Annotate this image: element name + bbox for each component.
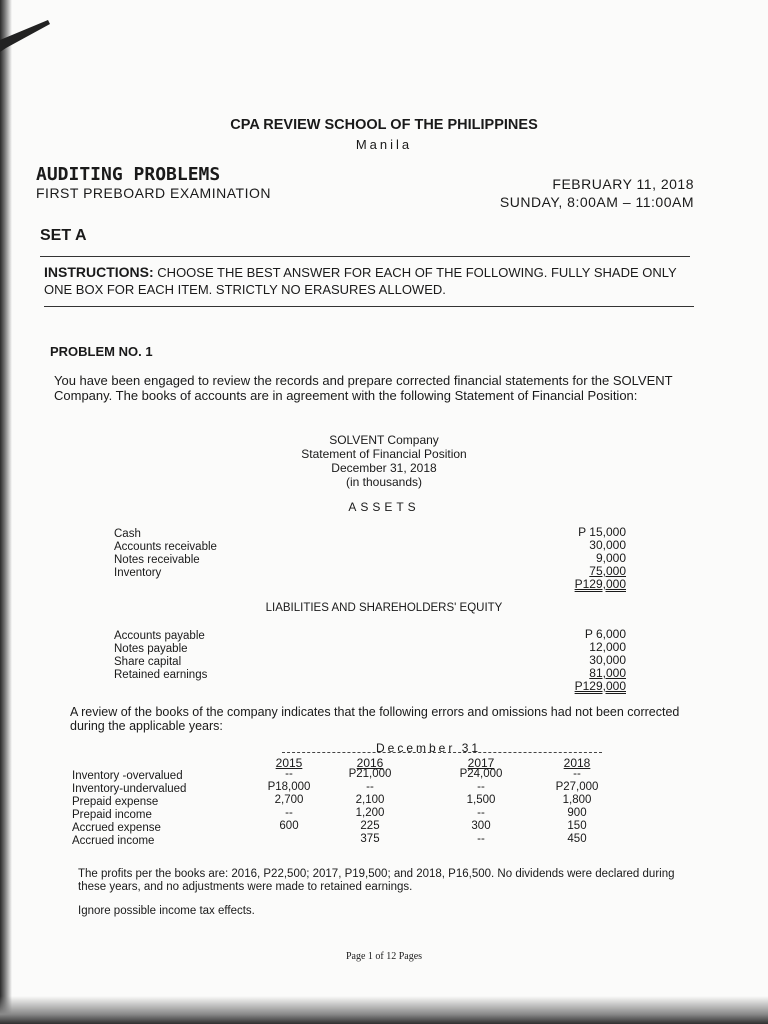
liability-amount: 30,000 (589, 653, 626, 667)
error-cell: P21,000 (348, 768, 392, 780)
asset-amount: 9,000 (595, 551, 626, 565)
instructions (44, 264, 694, 298)
error-cell: 1,200 (355, 807, 385, 819)
statement-unit: (in thousands) (345, 475, 423, 489)
error-cell: 900 (567, 807, 587, 819)
divider-bottom (44, 306, 694, 307)
liability-label: Notes payable (114, 643, 188, 655)
error-cell: 150 (567, 820, 587, 832)
asset-amount: P 15,000 (578, 525, 626, 539)
asset-label: Accounts receivable (114, 541, 217, 553)
error-row-label: Inventory-undervalued (72, 783, 187, 795)
profits-text: The profits per the books are: 2016, P22,500; 2017, P19,500; and 2018, P16,500. No dividends were declared during these years, and no adjustments were made to retained earnings. (78, 868, 675, 893)
asset-amount: 75,000 (589, 564, 626, 578)
error-cell: -- (477, 807, 485, 819)
exam-time: SUNDAY, 8:00AM – 11:00AM (499, 194, 694, 210)
scan-shadow-bottom (0, 996, 768, 1024)
assets-total: P129,000 (574, 577, 626, 591)
error-cell: 2,100 (355, 794, 385, 806)
liability-label: Accounts payable (114, 630, 205, 642)
error-cell: 1,800 (562, 794, 592, 806)
liability-amount: 81,000 (589, 666, 626, 680)
liabilities-total: P129,000 (574, 679, 626, 693)
error-cell: 1,500 (466, 794, 496, 806)
asset-amount: 30,000 (589, 538, 626, 552)
assets-heading: ASSETS (348, 500, 420, 514)
error-cell: 375 (360, 833, 380, 845)
school-city: Manila (355, 137, 413, 152)
liability-label: Retained earnings (114, 669, 208, 681)
asset-label: Notes receivable (114, 554, 200, 566)
error-row-label: Prepaid income (72, 809, 152, 821)
statement-title: Statement of Financial Position (301, 447, 467, 461)
asset-label: Inventory (114, 567, 162, 579)
error-row-label: Prepaid expense (72, 796, 159, 808)
error-row-label: Accrued income (72, 835, 155, 847)
year-header: 2016 (356, 756, 384, 770)
error-cell: -- (285, 768, 293, 780)
liability-amount: P 6,000 (584, 627, 626, 641)
error-cell: 300 (471, 820, 491, 832)
ignore-text: Ignore possible income tax effects. (78, 905, 255, 917)
liability-label: Share capital (114, 656, 182, 668)
error-cell: 600 (279, 820, 299, 832)
error-cell: -- (477, 833, 485, 845)
set-label: SET A (40, 227, 87, 244)
school-name: CPA REVIEW SCHOOL OF THE PHILIPPINES (230, 117, 538, 133)
error-row-label: Inventory -overvalued (72, 770, 183, 782)
exam-title: FIRST PREBOARD EXAMINATION (36, 185, 271, 201)
company-name: SOLVENT Company (329, 433, 439, 447)
year-header: 2015 (275, 756, 303, 770)
error-cell: P24,000 (459, 768, 503, 780)
error-cell: -- (573, 768, 581, 780)
exam-date: FEBRUARY 11, 2018 (552, 176, 694, 192)
error-cell: -- (477, 781, 485, 793)
instructions-label: INSTRUCTIONS: (44, 264, 154, 280)
review-text: A review of the books of the company indicates that the following errors and omissions had not been corrected during the applicable years: (70, 705, 680, 733)
error-row-label: Accrued expense (72, 822, 161, 834)
table-group-header: December 31 (376, 741, 482, 755)
error-cell: -- (366, 781, 374, 793)
asset-label: Cash (114, 528, 141, 540)
problem-intro: You have been engaged to review the records and prepare corrected financial statements for the SOLVENT Company. The books of accounts are in agreement with the following Statement of Financial Position: (54, 373, 673, 403)
liability-amount: 12,000 (589, 640, 626, 654)
subject-title: AUDITING PROBLEMS (36, 164, 221, 185)
statement-date: December 31, 2018 (331, 461, 437, 475)
year-header: 2017 (467, 756, 495, 770)
error-cell: 225 (360, 820, 380, 832)
error-cell: 450 (567, 833, 587, 845)
instructions-text: CHOOSE THE BEST ANSWER FOR EACH OF THE FOLLOWING. FULLY SHADE ONLY ONE BOX FOR EACH ITEM. STRICTLY NO ERASURES ALLOWED. (44, 265, 677, 297)
error-cell: P27,000 (555, 781, 599, 793)
liabilities-heading: LIABILITIES AND SHAREHOLDERS' EQUITY (265, 602, 503, 614)
divider-top (40, 256, 690, 257)
error-cell: 2,700 (274, 794, 304, 806)
staple-mark (0, 18, 52, 52)
error-cell: P18,000 (267, 781, 311, 793)
error-cell: -- (285, 807, 293, 819)
problem-title: PROBLEM NO. 1 (50, 344, 153, 359)
year-header: 2018 (563, 756, 591, 770)
page-footer: Page 1 of 12 Pages (345, 951, 423, 962)
